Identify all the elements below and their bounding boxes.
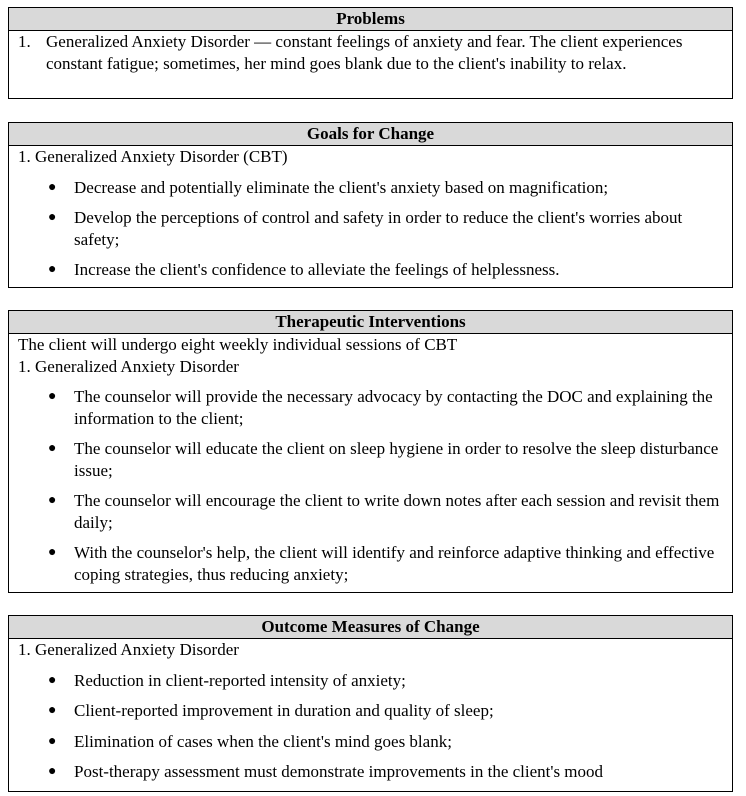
interventions-header: Therapeutic Interventions [9, 311, 732, 334]
outcomes-subtitle: 1. Generalized Anxiety Disorder [18, 640, 239, 659]
bullet-icon: ● [48, 733, 57, 749]
intervention-bullet: ● The counselor will encourage the client to write down notes after each session and revisit them daily; [48, 491, 720, 532]
outcome-bullet: ● Reduction in client-reported intensity of anxiety; [48, 670, 406, 690]
outcomes-section [8, 615, 733, 792]
goals-section [8, 122, 733, 288]
goals-subtitle: 1. Generalized Anxiety Disorder (CBT) [18, 147, 288, 166]
problems-section [8, 7, 733, 99]
problems-header: Problems [9, 8, 732, 31]
goal-bullet: ● Develop the perceptions of control and safety in order to reduce the client's worries about safety; [48, 208, 683, 249]
outcome-bullet: ● Post-therapy assessment must demonstrate improvements in the client's mood [48, 762, 604, 781]
problem-item [18, 31, 724, 74]
item-number: 1. [18, 32, 31, 51]
goal-bullet: ● Decrease and potentially eliminate the client's anxiety based on magnification; [48, 177, 609, 197]
outcomes-header: Outcome Measures of Change [9, 616, 732, 639]
intervention-bullet: ● The counselor will provide the necessary advocacy by contacting the DOC and explaining the information to the client; [48, 387, 713, 428]
bullet-icon: ● [48, 441, 57, 456]
goals-header: Goals for Change [9, 123, 732, 146]
bullet-icon: ● [48, 179, 57, 195]
interventions-intro: The client will undergo eight weekly individual sessions of CBT [18, 335, 458, 354]
bullet-icon: ● [48, 764, 57, 779]
bullet-icon: ● [48, 389, 57, 404]
interventions-section [8, 310, 733, 593]
bullet-icon: ● [48, 493, 57, 508]
bullet-icon: ● [48, 262, 57, 277]
item-text: Generalized Anxiety Disorder — constant feelings of anxiety and fear. The client experiences constant fatigue; sometimes, her mind goes blank due to the client's inability to relax. [46, 32, 683, 73]
bullet-icon: ● [48, 545, 57, 560]
bullet-icon: ● [48, 672, 57, 688]
outcome-bullet: ● Client-reported improvement in duration and quality of sleep; [48, 701, 494, 720]
interventions-subtitle: 1. Generalized Anxiety Disorder [18, 356, 239, 376]
bullet-icon: ● [48, 703, 57, 718]
outcome-bullet: ● Elimination of cases when the client's mind goes blank; [48, 731, 452, 751]
bullet-icon: ● [48, 210, 57, 225]
intervention-bullet: ● The counselor will educate the client on sleep hygiene in order to resolve the sleep disturbance issue; [48, 439, 719, 480]
goal-bullet: ● Increase the client's confidence to alleviate the feelings of helplessness. [48, 260, 560, 279]
intervention-bullet: ● With the counselor's help, the client will identify and reinforce adaptive thinking and effective coping strategies, thus reducing anxiety; [48, 543, 715, 584]
